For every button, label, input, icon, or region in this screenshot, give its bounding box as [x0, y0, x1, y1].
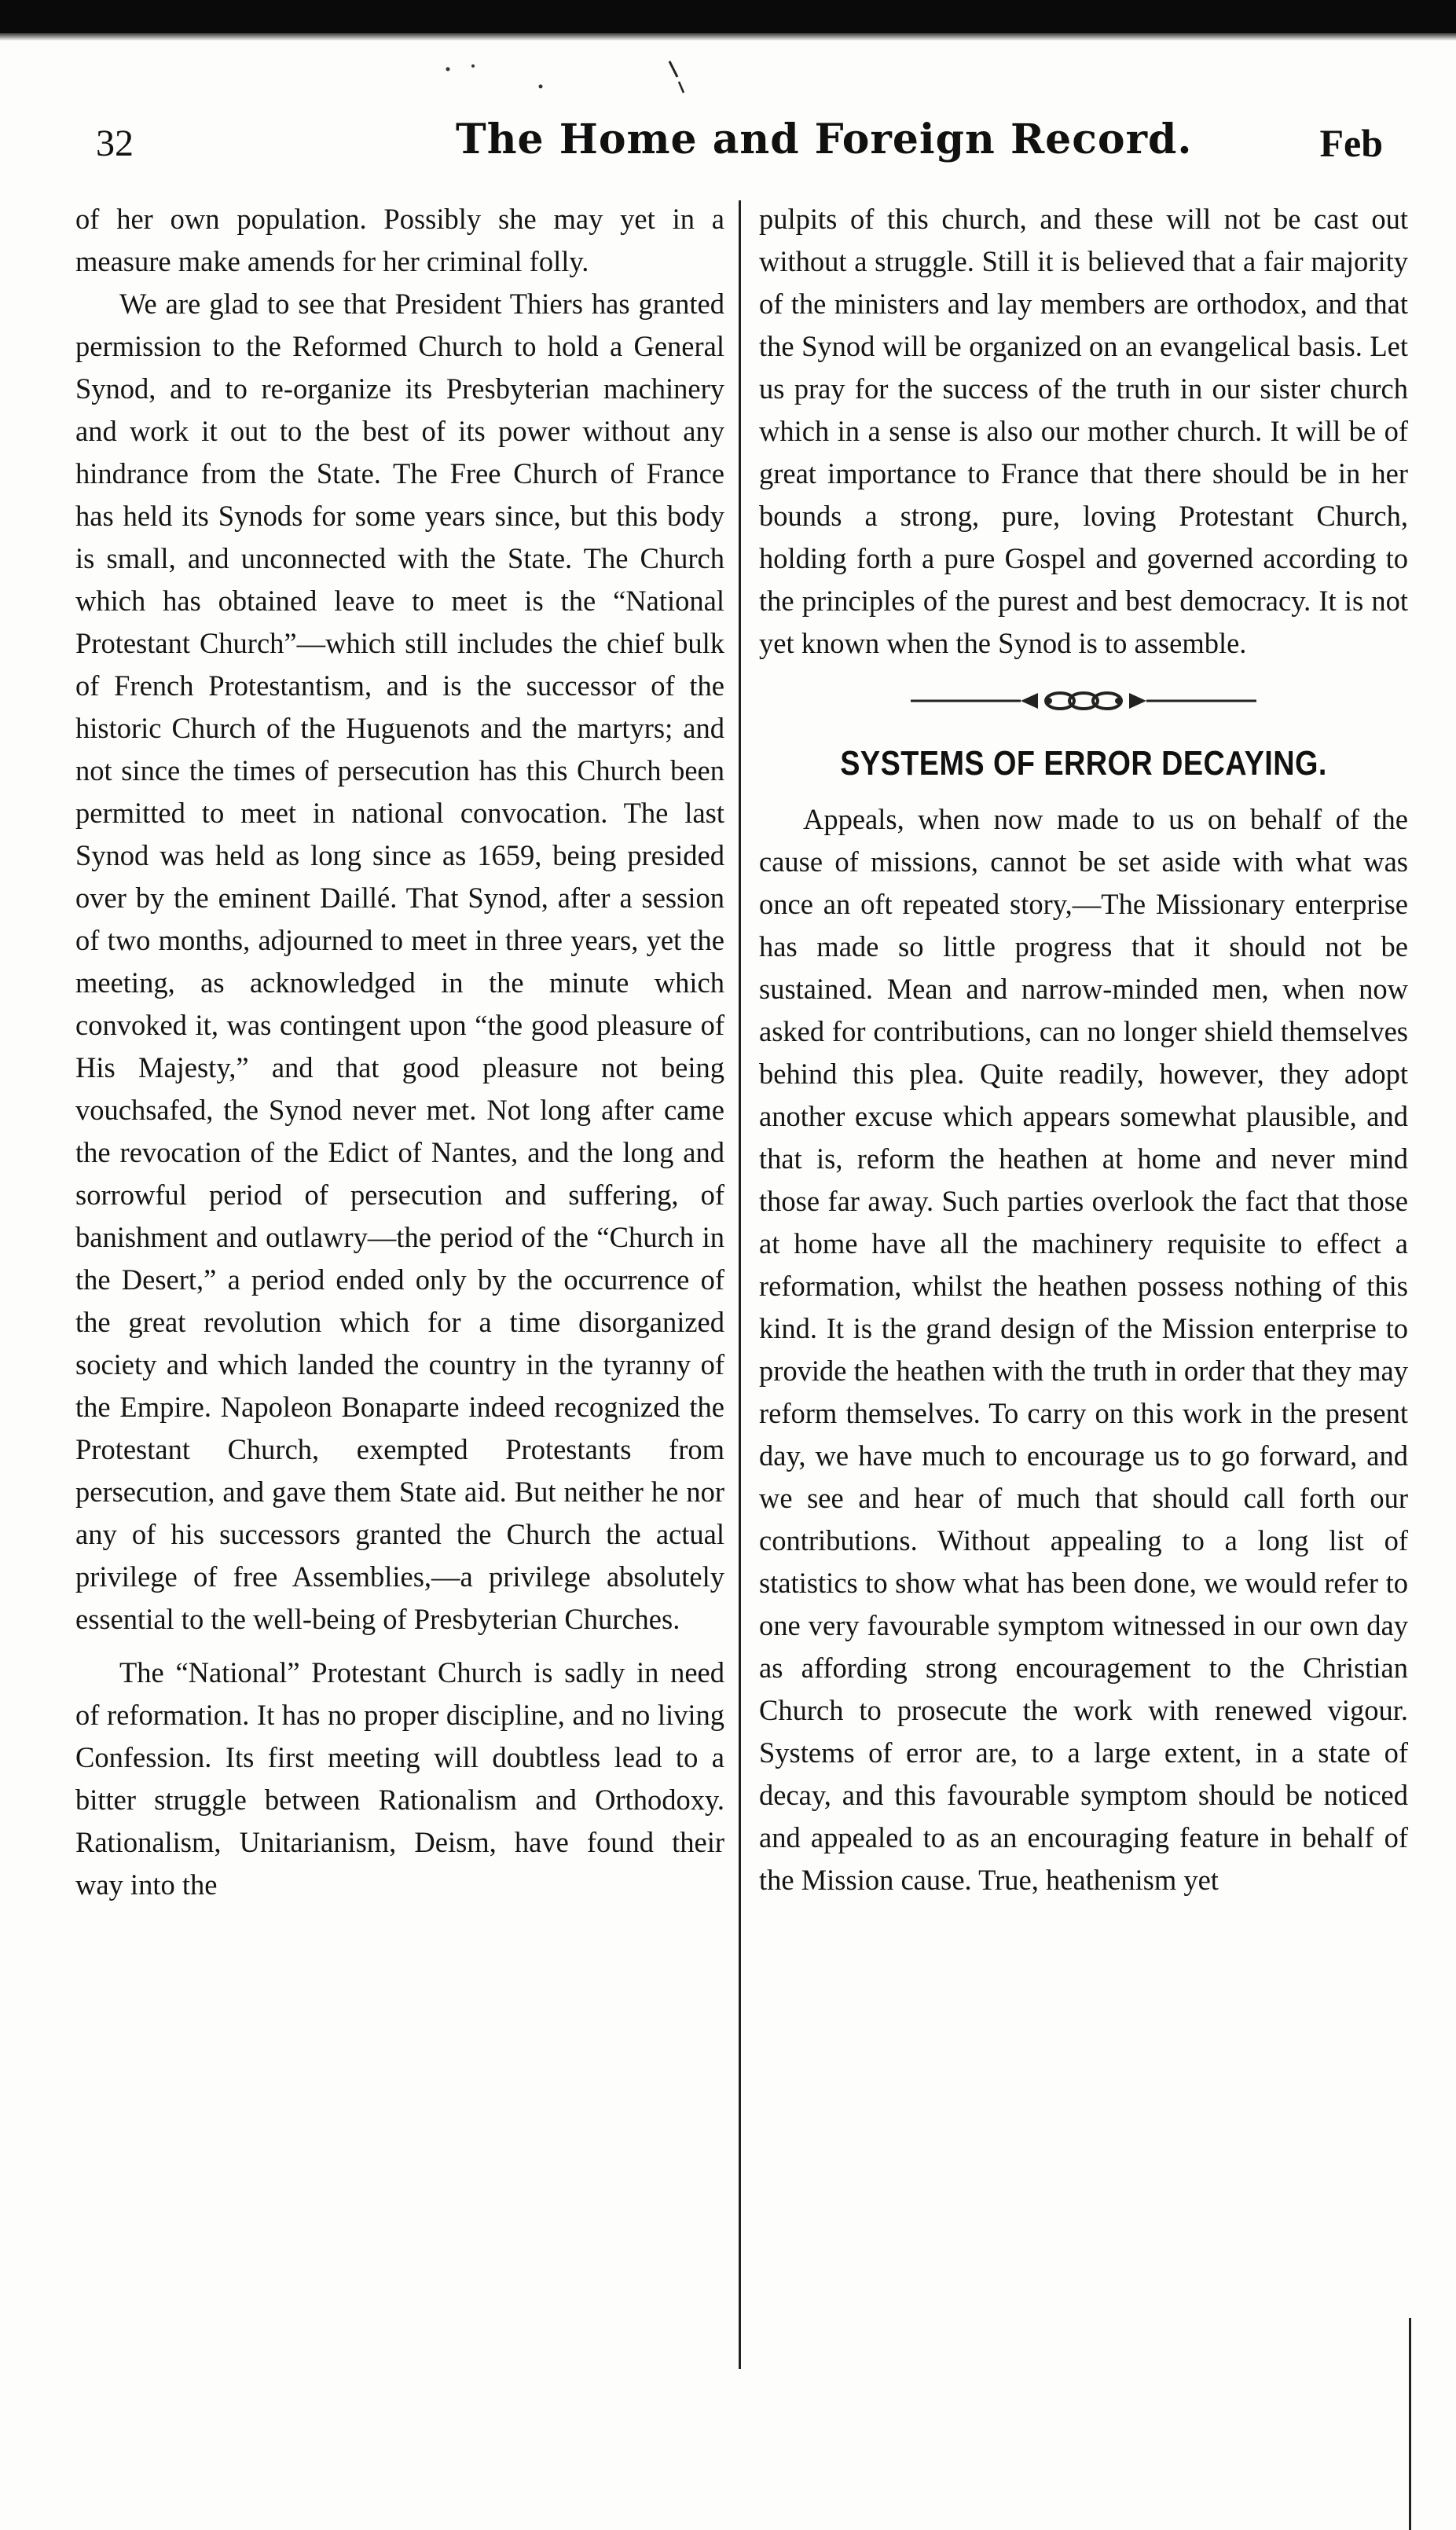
paragraph: We are glad to see that President Thiers has granted permission to the Reformed Church to hold a General Synod, and to re-organize its Presbyterian machinery and work it out to the best of its power without any hindrance from the State. The Free Church of France has held its Synods for some years since, but this body is small, and unconnected with the State. The Church which has obtained leave to meet is the “National Protestant Church”—which still includes the chief bulk of French Protestantism, and is the successor of the historic Church of the Huguenots and the martyrs; and not since the times of persecution has this Church been permitted to meet in national convocation. The last Synod was held as long since as 1659, being presided over by the eminent Daillé. That Synod, after a session of two months, adjourned to meet in three years, yet the meeting, as acknowledged in the minute which convoked it, was contingent upon “the good pleasure of His Majesty,” and that good pleasure not being vouchsafed, the Synod never met. Not long after came the revocation of the Edict of Nantes, and the long and sorrowful period of persecution and suffering, of banishment and outlawry—the period of the “Church in the Desert,” a period ended only by the occurrence of the great revolution which for a time disorganized society and which landed the country in the tyranny of the Empire. Napoleon Bonaparte indeed recognized the Protestant Church, exempted Protestants from persecution, and gave them State aid. But neither he nor any of his successors granted the Church the actual privilege of free Assemblies,—a privilege absolutely essential to the well-being of Presbyterian Churches.	[75, 288, 724, 1635]
left-column	[75, 198, 724, 1906]
running-title: The Home and Foreign Record.	[456, 116, 1193, 163]
column-divider	[739, 200, 741, 2369]
paragraph: Appeals, when now made to us on behalf of the cause of missions, cannot be set aside with what was once an oft repeated story,—The Missionary enterprise has made so little progress that it should not be sustained. Mean and narrow-minded men, when now asked for contributions, can no longer shield themselves behind this plea. Quite readily, however, they adopt another excuse which appears somewhat plausible, and that is, reform the heathen at home and never mind those far away. Such parties overlook the fact that those at home have all the machinery requisite to effect a reformation, whilst the heathen possess nothing of this kind. It is the grand design of the Mission enterprise to provide the heathen with the truth in order that they may reform themselves. To carry on this work in the present day, we have much to encourage us to go forward, and we see and hear of much that should call forth our contributions. Without appealing to a long list of statistics to show what has been done, we would refer to one very favourable symptom witnessed in our own day as affording strong encouragement to the Christian Church to prosecute the work with renewed vigour. Systems of error are, to a large extent, in a state of decay, and this favourable symptom should be noticed and appealed to as an encouraging feature in behalf of the Mission cause. True, heathenism yet	[759, 803, 1408, 1896]
top-border-rule	[0, 0, 1456, 33]
top-border-shadow	[0, 33, 1456, 41]
right-column	[759, 198, 1408, 1901]
page-number: 32	[96, 123, 134, 164]
page-edge-line	[1409, 2318, 1411, 2530]
paragraph: pulpits of this church, and these will not be cast out without a struggle. Still it is believed that a fair majority of the ministers and lay members are orthodox, and that the Synod will be organized on an evangelical basis. Let us pray for the success of the truth in our sister church which in a sense is also our mother church. It will be of great importance to France that there should be in her bounds a strong, pure, loving Protestant Church, holding forth a pure Gospel and governed according to the principles of the purest and best democracy. It is not yet known when the Synod is to assemble.	[759, 203, 1408, 659]
paragraph: of her own population. Possibly she may yet in a measure make amends for her criminal folly.	[75, 203, 724, 277]
running-month: Feb	[1319, 121, 1383, 165]
section-heading: SYSTEMS OF ERROR DECAYING.	[840, 744, 1327, 783]
paragraph: The “National” Protestant Church is sadly in need of reformation. It has no proper discipline, and no living Confession. Its first meeting will doubtless lead to a bitter struggle between Rationalism and Orthodoxy. Rationalism, Unitarianism, Deism, have found their way into the	[75, 1656, 724, 1901]
running-header	[86, 114, 1383, 177]
print-specks	[440, 55, 770, 118]
section-ornament	[903, 685, 1264, 717]
